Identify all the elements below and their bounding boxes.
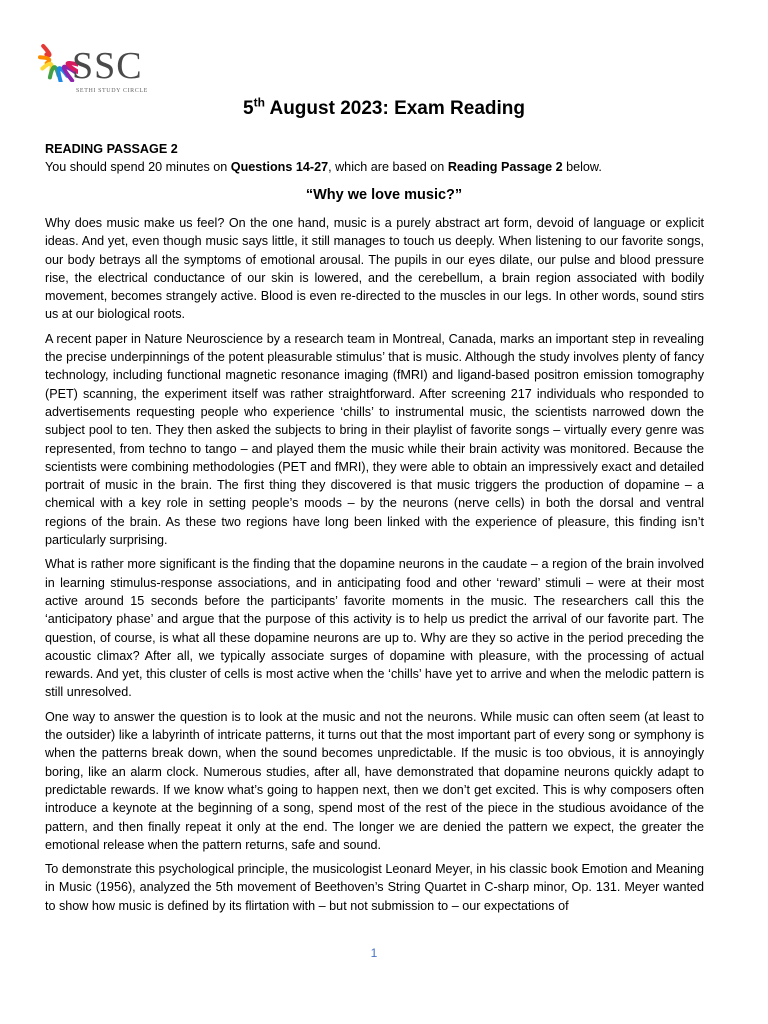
- paragraph: One way to answer the question is to look at the music and not the neurons. While music can often seem (at least to the outsider) like a labyrinth of intricate patterns, it turns out that the most important part of every song or symphony is when the patterns break down, when the sound becomes unpredictable. If the music is too obvious, it is annoyingly boring, like an alarm clock. Numerous studies, after all, have demonstrated that dopamine neurons quickly adapt to predictable rewards. If we know what’s going to happen next, then we don’t get excited. This is why composers often introduce a keynote at the beginning of a song, spend most of the rest of the piece in the studious avoidance of the pattern, and then finally repeat it only at the end. The longer we are denied the pattern we expect, the greater the emotional release when the pattern returns, safe and sound.: [45, 709, 704, 852]
- logo-subtitle: SETHI STUDY CIRCLE: [76, 88, 148, 94]
- logo-text: SSC: [72, 45, 143, 87]
- title-day: 5: [243, 98, 254, 119]
- ssc-logo: [32, 26, 152, 96]
- instr-passage: Reading Passage 2: [447, 160, 563, 174]
- paragraph: Why does music make us feel? On the one hand, music is a purely abstract art form, devoid of language or explicit ideas. And yet, even though music says little, it still manages to touch us deeply. When listening to our favorite songs, our body betrays all the symptoms of emotional arousal. The pupils in our eyes dilate, our pulse and blood pressure rise, the electrical conductance of our skin is lowered, and the cerebellum, a brain region associated with bodily movement, becomes strangely active. Blood is even re-directed to the muscles in our legs. In other words, sound stirs us at our biological roots.: [45, 216, 704, 322]
- logo-stroke: [40, 57, 49, 63]
- instr-pre: You should spend 20 minutes on: [45, 160, 231, 174]
- instr-mid: , which are based on: [328, 160, 448, 174]
- section-instructions: [45, 158, 705, 176]
- logo-stroke: [43, 46, 49, 55]
- section-heading: READING PASSAGE 2: [45, 142, 178, 156]
- passage-body: [45, 214, 704, 921]
- title-suffix: th: [253, 95, 265, 110]
- paragraph: To demonstrate this psychological principle, the musicologist Leonard Meyer, in his classic book Emotion and Meaning in Music (1956), analyzed the 5th movement of Beethoven’s String Quartet in C-sharp minor, Op. 131. Meyer wanted to show how music is defined by its flirtation with – but not submission to – our expectations of: [45, 862, 704, 913]
- instr-post: below.: [562, 160, 602, 174]
- paragraph: A recent paper in Nature Neuroscience by a research team in Montreal, Canada, marks an important step in revealing the precise underpinnings of the potent pleasurable stimulus’ that is music. Although the study involves plenty of fancy technology, including functional magnetic resonance imaging (fMRI) and ligand-based positron emission tomography (PET) scanning, the experiment itself was rather straightforward. After screening 217 individuals who responded to advertisements requesting people who experience ‘chills’ to instrumental music, the scientists narrowed down the subject pool to ten. They then asked the subjects to bring in their playlist of favorite songs – virtually every genre was represented, from techno to tango – and played them the music while their brain activity was monitored. Because the scientists were combining methodologies (PET and fMRI), they were able to obtain an impressively exact and detailed portrait of music in the brain. The first thing they discovered is that music triggers the production of dopamine – a chemical with a key role in setting people’s moods – by the neurons (nerve cells) in both the dorsal and ventral regions of the brain. As these two regions have long been linked with the experience of pleasure, this finding isn’t particularly surprising.: [45, 331, 704, 548]
- paragraph: What is rather more significant is the finding that the dopamine neurons in the caudate – a region of the brain involved in learning stimulus-response associations, and in anticipating food and other ‘reward’ stimuli – were at their most active around 15 seconds before the participants’ favorite moments in the music. The researchers call this the ‘anticipatory phase’ and argue that the purpose of this activity is to help us predict the arrival of our favorite part. The question, of course, is what all these dopamine neurons are up to. Why are they so active in the period preceding the acoustic climax? After all, we typically associate surges of dopamine with pleasure, with the processing of actual rewards. And yet, this cluster of cells is most active when the ‘chills’ have yet to arrive and when the melodic pattern is still unresolved.: [45, 557, 704, 700]
- section-intro: [45, 140, 705, 176]
- title-rest: August 2023: Exam Reading: [264, 98, 525, 119]
- page-title: [0, 96, 768, 122]
- instr-questions: Questions 14-27: [230, 160, 329, 174]
- page-number: 1: [370, 946, 378, 960]
- passage-title: “Why we love music?”: [305, 187, 463, 203]
